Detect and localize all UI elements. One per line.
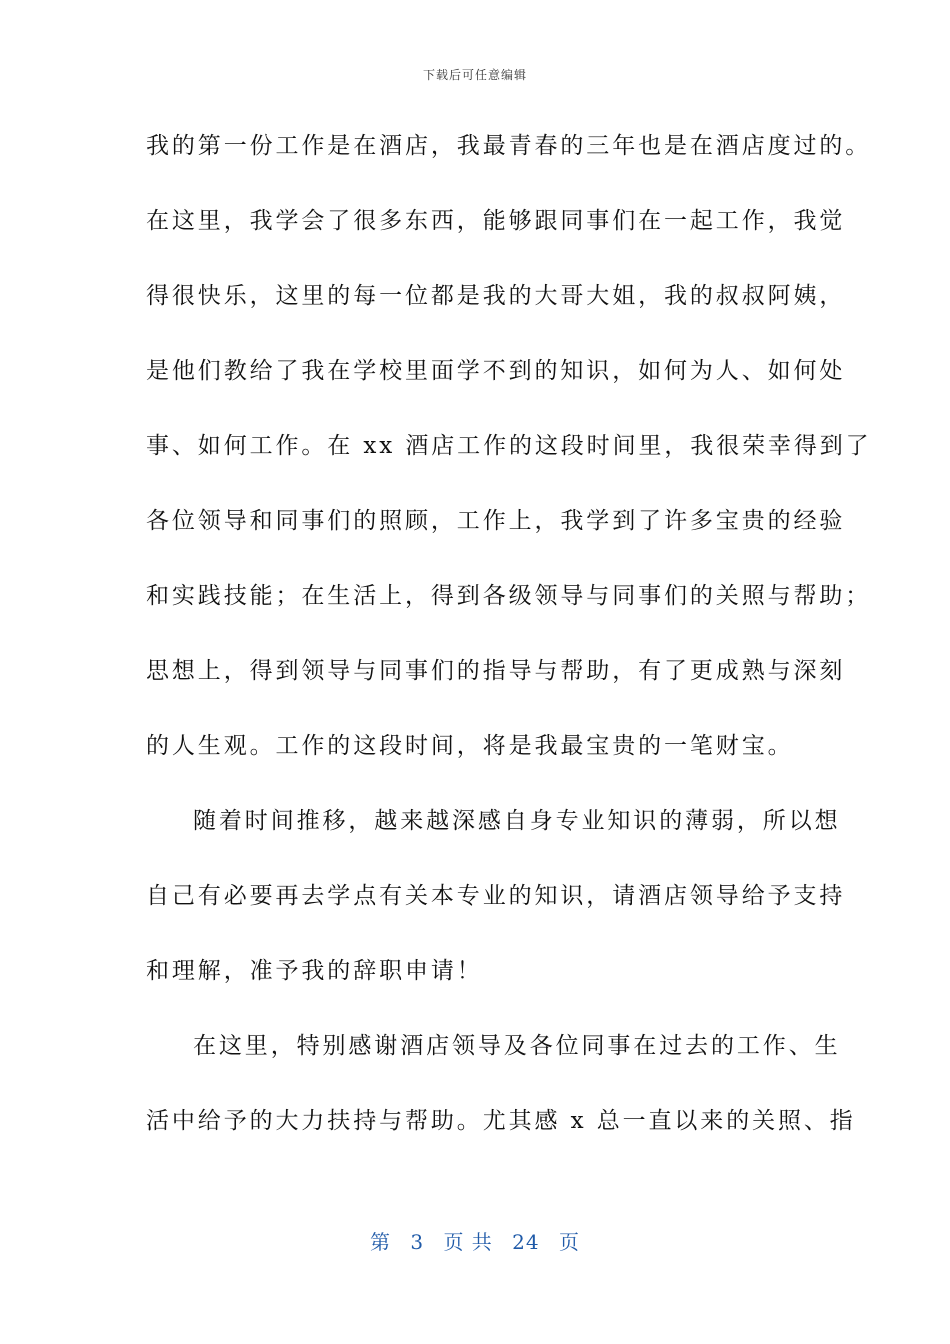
current-page-number: 3: [410, 1230, 425, 1254]
paragraph-first-line: 在这里，特别感谢酒店领导及各位同事在过去的工作、生: [193, 1033, 841, 1059]
document-body: [146, 122, 872, 1172]
paragraph-first-line: 随着时间推移，越来越深感自身专业知识的薄弱，所以想: [193, 808, 841, 834]
page-footer: [0, 1226, 950, 1255]
footer-suffix: 页: [558, 1230, 580, 1254]
page-header: 下载后可任意编辑: [422, 68, 527, 82]
footer-prefix: 第: [370, 1230, 391, 1254]
text-line: 思想上，得到领导与同事们的指导与帮助，有了更成熟与深刻: [146, 658, 846, 684]
text-line: 事、如何工作。在 xx 酒店工作的这段时间里，我很荣幸得到了: [146, 433, 872, 459]
total-page-count: 24: [512, 1230, 540, 1254]
text-line: 的人生观。工作的这段时间，将是我最宝贵的一笔财宝。: [146, 733, 794, 759]
text-line: 自己有必要再去学点有关本专业的知识，请酒店领导给予支持: [146, 883, 846, 909]
text-line: 我的第一份工作是在酒店，我最青春的三年也是在酒店度过的。: [146, 133, 872, 159]
text-line: 活中给予的大力扶持与帮助。尤其感 x 总一直以来的关照、指: [146, 1108, 856, 1134]
text-line: 和理解，准予我的辞职申请！: [146, 958, 483, 984]
footer-middle: 页 共: [443, 1230, 493, 1254]
text-line: 各位领导和同事们的照顾，工作上，我学到了许多宝贵的经验: [146, 508, 846, 534]
text-line: 在这里，我学会了很多东西，能够跟同事们在一起工作，我觉: [146, 208, 846, 234]
text-line: 是他们教给了我在学校里面学不到的知识，如何为人、如何处: [146, 358, 846, 384]
text-line: 得很快乐，这里的每一位都是我的大哥大姐，我的叔叔阿姨，: [146, 283, 846, 309]
text-line: 和实践技能；在生活上，得到各级领导与同事们的关照与帮助；: [146, 583, 872, 609]
